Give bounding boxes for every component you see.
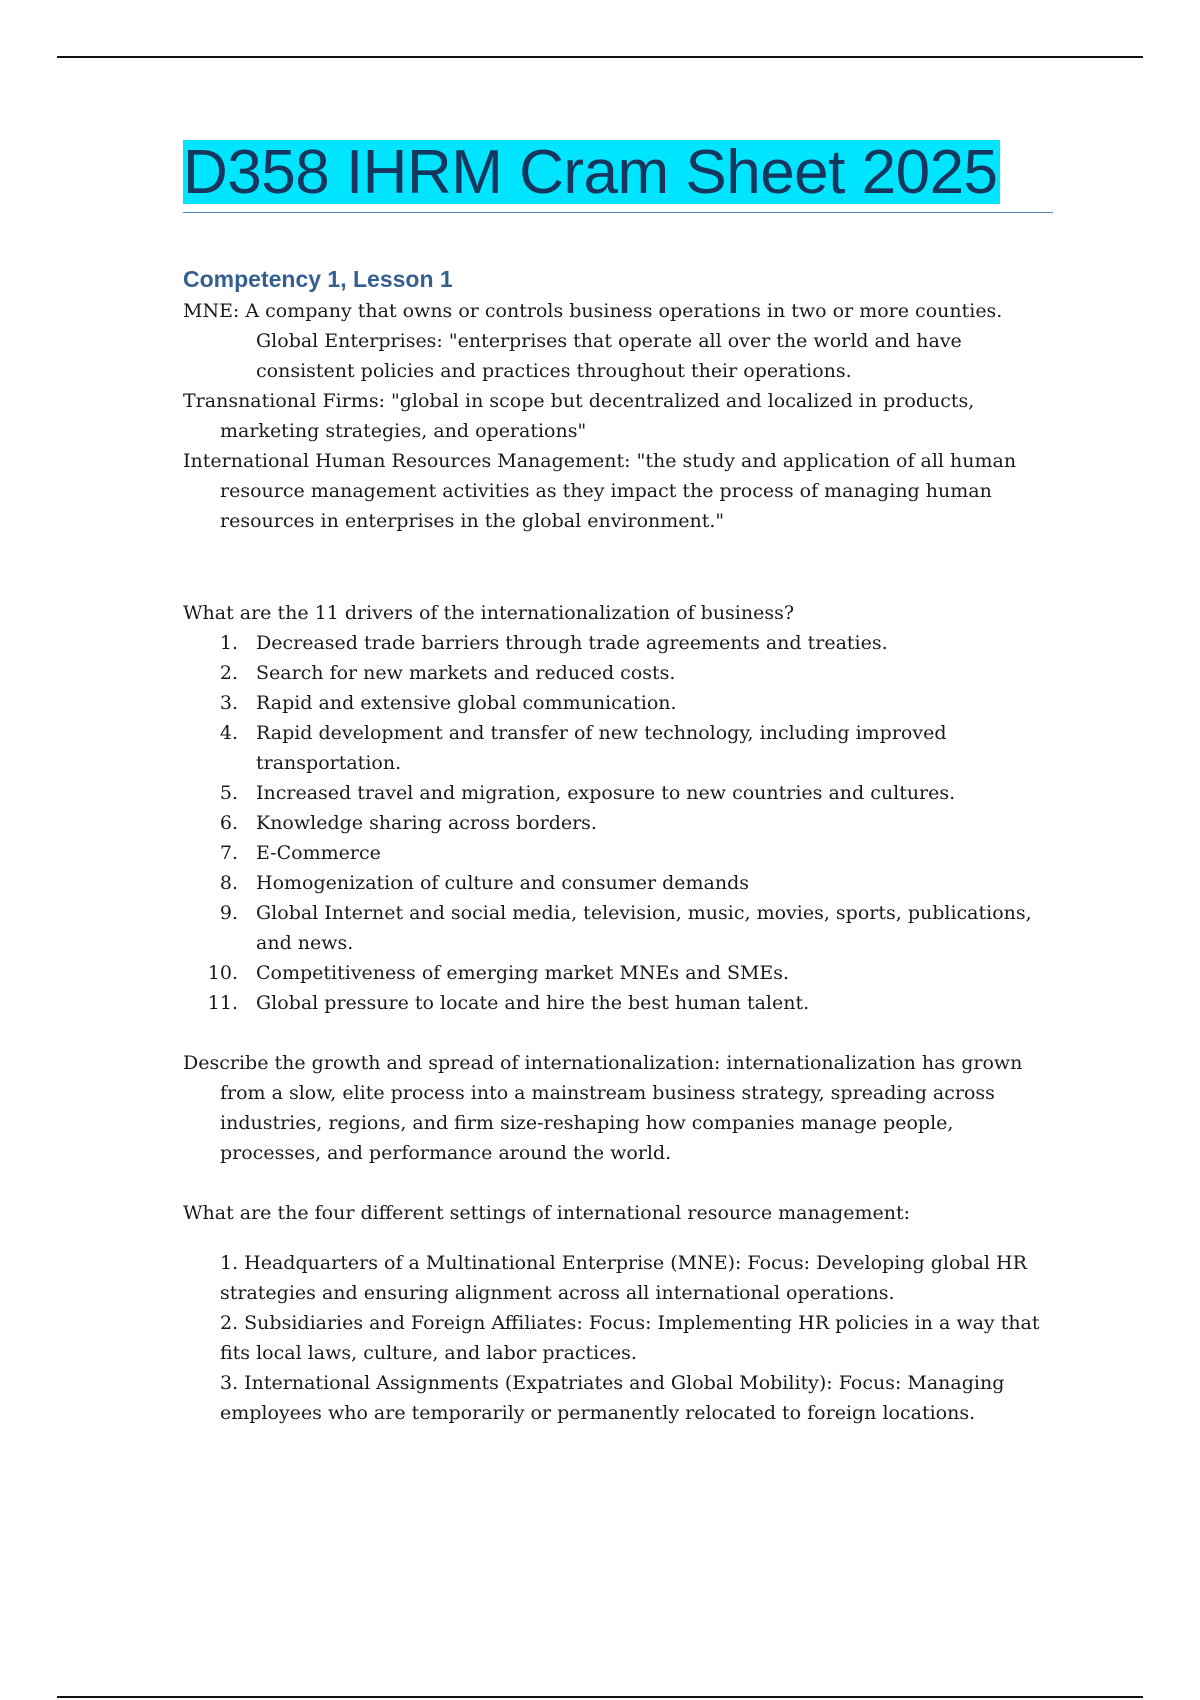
definition-ihrm: International Human Resources Management: "the study and application of all human resource management activities as they impact the process of managing human resources in enterprises in the global environment." [183, 450, 1017, 532]
drivers-list [183, 628, 1053, 1018]
settings-list [183, 1248, 1053, 1428]
list-item: 10. Competitiveness of emerging market MNEs and SMEs. [207, 962, 790, 984]
bottom-rule [57, 1696, 1143, 1698]
list-item: 9. Global Internet and social media, television, music, movies, sports, publications, and news. [219, 902, 1032, 954]
list-item: 6. Knowledge sharing across borders. [219, 812, 597, 834]
settings-question: What are the four different settings of international resource management: [183, 1202, 910, 1224]
definition-global-enterprises: Global Enterprises: "enterprises that operate all over the world and have consistent policies and practices throughout their operations. [256, 330, 962, 382]
list-item: 3. Rapid and extensive global communication. [219, 692, 677, 714]
document-body [183, 140, 1053, 1428]
document-title: D358 IHRM Cram Sheet 2025 [183, 138, 998, 207]
list-item: 1. Decreased trade barriers through trade agreements and treaties. [219, 632, 888, 654]
list-item: 3. International Assignments (Expatriates and Global Mobility): Focus: Managing employees who are temporarily or permanently relocated to foreign locations. [220, 1372, 1005, 1424]
list-item: 4. Rapid development and transfer of new technology, including improved transportation. [219, 722, 947, 774]
definition-transnational-firms: Transnational Firms: "global in scope but decentralized and localized in products, marketing strategies, and operations" [183, 390, 975, 442]
list-item: 8. Homogenization of culture and consumer demands [219, 872, 750, 894]
drivers-question: What are the 11 drivers of the internationalization of business? [183, 602, 795, 624]
definition-mne: MNE: A company that owns or controls business operations in two or more counties. [183, 300, 1003, 322]
list-item: 7. E-Commerce [219, 842, 381, 864]
list-item: 2. Subsidiaries and Foreign Affiliates: Focus: Implementing HR policies in a way that fits local laws, culture, and labor practices. [220, 1312, 1040, 1364]
section-heading: Competency 1, Lesson 1 [183, 266, 453, 292]
title-block [183, 140, 1053, 213]
top-rule [57, 56, 1143, 58]
growth-paragraph: Describe the growth and spread of internationalization: internationalization has grown from a slow, elite process into a mainstream business strategy, spreading across industries, regions, and firm size-reshaping how companies manage people, processes, and performance around the world. [183, 1052, 1023, 1164]
list-item: 1. Headquarters of a Multinational Enterprise (MNE): Focus: Developing global HR strategies and ensuring alignment across all international operations. [220, 1252, 1027, 1304]
list-item: 5. Increased travel and migration, exposure to new countries and cultures. [219, 782, 956, 804]
list-item: 2. Search for new markets and reduced costs. [219, 662, 676, 684]
list-item: 11. Global pressure to locate and hire the best human talent. [207, 992, 810, 1014]
